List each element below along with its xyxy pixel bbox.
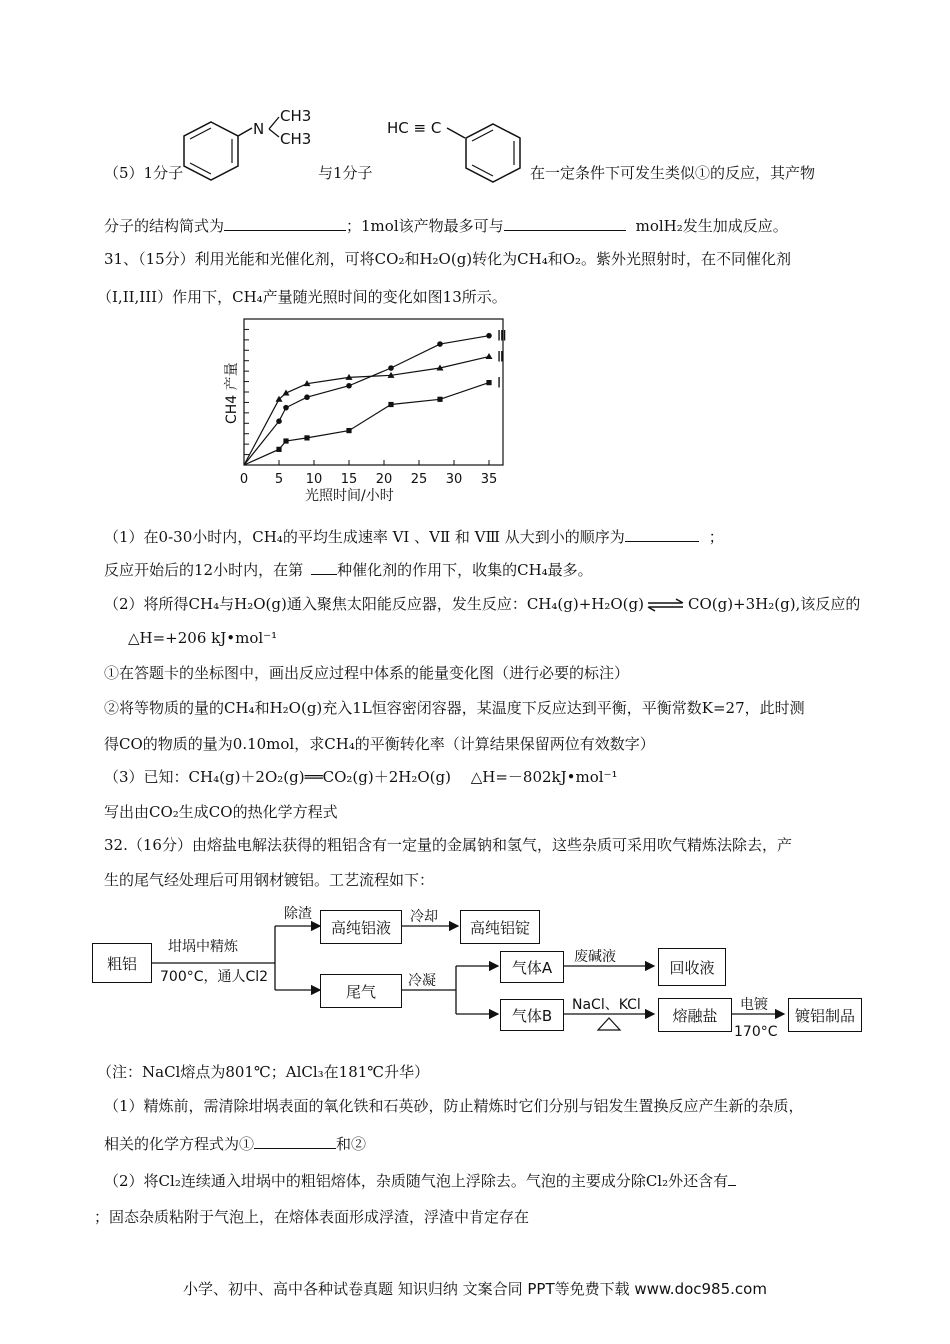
label-waste-alkali: 废碱液 (574, 949, 616, 965)
node-crude-aluminum: 粗铝 (92, 943, 152, 983)
answer-blank-bubble-gas[interactable] (728, 1171, 736, 1186)
series-label: Ⅱ (497, 349, 504, 366)
q31-part1-d: 种催化剂的作用下，收集的CH₄最多。 (337, 561, 593, 579)
q31-stem-line2: （I,II,III）作用下，CH₄产量随光照时间的变化如图13所示。 (97, 288, 507, 306)
answer-blank-h2-moles[interactable] (504, 216, 626, 231)
q32-stem-line1: 32.（16分）由熔盐电解法获得的粗铝含有一定量的金属钠和氢气，这些杂质可采用吹气精炼法除去，产 (104, 836, 792, 854)
y-axis-label: CH4 产量 (224, 362, 240, 424)
y-axis-ticks (244, 329, 249, 454)
q30-5-mid: 与1分子 (318, 164, 373, 182)
data-point (283, 405, 289, 411)
q30-5-prefix: （5）1分子 (104, 164, 184, 182)
data-point (346, 383, 352, 389)
answer-blank-rate-order[interactable] (625, 527, 699, 542)
series-line-3 (244, 383, 489, 465)
q31-part1-line1 (104, 526, 724, 547)
data-point (346, 428, 351, 433)
ch4-yield-chart (218, 312, 518, 512)
q30-5-line2 (104, 215, 788, 236)
methyl-group-bottom: CH3 (280, 130, 312, 148)
q32-part1-line1: （1）精炼前，需清除坩埚表面的氧化铁和石英砂，防止精炼时它们分别与铝发生置换反应产生新的杂质， (104, 1097, 804, 1115)
series-label: Ⅲ (497, 328, 507, 345)
q32-part1-b: 相关的化学方程式为① (104, 1135, 255, 1153)
q31-part3-ask: 写出由CO₂生成CO的热化学方程式 (104, 803, 338, 821)
chart-series (244, 329, 507, 465)
q31-part2-b: CO(g)+3H₂(g),该反应的 (687, 595, 861, 613)
x-tick-label: 20 (375, 472, 393, 487)
data-point (276, 447, 281, 452)
x-tick-label: 35 (480, 472, 498, 487)
q31-part1-line2 (104, 559, 593, 580)
node-gas-a: 气体A (500, 951, 564, 983)
data-point (437, 397, 442, 402)
x-tick-label: 0 (239, 472, 249, 487)
page-footer: 小学、初中、高中各种试卷真题 知识归纳 文案合同 PPT等免费下载 www.doc985.com (183, 1280, 767, 1298)
node-plated-product: 镀铝制品 (788, 998, 862, 1032)
x-tick-label: 30 (445, 472, 463, 487)
data-point (486, 380, 491, 385)
node-pure-al-ingot: 高纯铝锭 (460, 910, 540, 944)
x-tick-label: 5 (274, 472, 284, 487)
label-plating: 电镀 (740, 997, 768, 1013)
q31-part1-c: 反应开始后的12小时内，在第 (104, 561, 304, 579)
x-tick-label: 25 (410, 472, 428, 487)
data-point (276, 418, 282, 424)
answer-blank-structure[interactable] (224, 216, 346, 231)
q32-note: （注：NaCl熔点为801℃；AlCl₃在181℃升华） (97, 1063, 430, 1081)
q31-part2-line1 (104, 593, 860, 614)
label-slag-removal: 除渣 (284, 906, 312, 922)
q30-5-line2-c: molH₂发生加成反应。 (635, 217, 788, 235)
data-point (486, 353, 493, 359)
plot-frame (244, 319, 503, 465)
label-refine: 坩埚中精炼 (168, 939, 238, 955)
series-label: Ⅰ (497, 375, 502, 392)
data-point (437, 341, 443, 347)
q32-part2-line1 (104, 1170, 736, 1191)
data-point (388, 365, 394, 371)
q31-stem-line1: 31、（15分）利用光能和光催化剂，可将CO₂和H₂O(g)转化为CH₄和O₂。紫外光照射时，在不同催化剂 (104, 250, 792, 268)
node-tail-gas: 尾气 (320, 974, 402, 1008)
q30-5-line2-a: 分子的结构简式为 (104, 217, 225, 235)
q31-part3-given: （3）已知：CH₄(g)＋2O₂(g)══CO₂(g)＋2H₂O(g) △H=－802kJ•mol⁻¹ (104, 768, 618, 786)
answer-blank-catalyst[interactable] (311, 560, 337, 575)
q30-5-line2-b: ；1mol该产物最多可与 (346, 217, 504, 235)
process-flowchart (90, 898, 870, 1048)
label-condense: 冷凝 (408, 973, 436, 989)
data-point (304, 394, 310, 400)
phenylacetylene-structure (383, 104, 533, 188)
data-point (388, 402, 393, 407)
label-cooling: 冷却 (410, 909, 438, 925)
q32-stem-line2: 生的尾气经处理后可用钢材镀铝。工艺流程如下： (104, 871, 435, 889)
node-molten-salt: 熔融盐 (658, 998, 732, 1032)
q32-part1-line2 (104, 1133, 366, 1154)
data-point (283, 438, 288, 443)
q31-part2-item2-line1: ②将等物质的量的CH₄和H₂O(g)充入1L恒容密闭容器，某温度下反应达到平衡，平衡常数K=27，此时测 (104, 699, 805, 717)
answer-blank-equation-1[interactable] (254, 1134, 336, 1149)
data-point (486, 333, 492, 339)
q31-part1-b: ； (708, 528, 724, 546)
node-gas-b: 气体B (500, 999, 564, 1031)
label-refine-conditions: 700°C，通人Cl2 (160, 969, 269, 985)
q31-part1-a: （1）在0-30小时内，CH₄的平均生成速率 VⅠ 、VⅡ 和 VⅢ 从大到小的顺序为 (104, 528, 625, 546)
q31-part2-item1: ①在答题卡的坐标图中，画出反应过程中体系的能量变化图（进行必要的标注） (104, 664, 630, 682)
q30-5-suffix: 在一定条件下可发生类似①的反应，其产物 (530, 164, 816, 182)
heat-triangle-icon (598, 1018, 620, 1030)
q32-part1-c: 和② (336, 1135, 367, 1153)
data-point (304, 435, 309, 440)
equilibrium-arrow-icon (646, 598, 686, 612)
label-salts: NaCl、KCl (572, 997, 641, 1013)
x-tick-label: 15 (340, 472, 358, 487)
x-axis-label: 光照时间/小时 (305, 488, 394, 504)
nitrogen-atom: N (253, 120, 265, 138)
q31-enthalpy: △H=+206 kJ•mol⁻¹ (128, 629, 278, 647)
q32-part2-a: （2）将Cl₂连续通入坩埚中的粗铝熔体，杂质随气泡上浮除去。气泡的主要成分除Cl₂外还含有 (104, 1172, 729, 1190)
label-plating-temp: 170°C (734, 1024, 778, 1040)
alkyne-label: HC ≡ C (387, 119, 442, 137)
node-pure-al-liquid: 高纯铝液 (320, 910, 402, 944)
q31-part2-item2-line2: 得CO的物质的量为0.10mol，求CH₄的平衡转化率（计算结果保留两位有效数字） (104, 735, 655, 753)
x-tick-label: 10 (305, 472, 323, 487)
methyl-group-top: CH3 (280, 107, 312, 125)
q31-part2-a: （2）将所得CH₄与H₂O(g)通入聚焦太阳能反应器，发生反应：CH₄(g)+H₂O(g) (104, 595, 644, 613)
x-axis-ticks (240, 460, 497, 487)
node-recovery-liquid: 回收液 (658, 948, 726, 986)
dimethylaniline-structure (176, 104, 336, 184)
q32-part2-line2: ；固态杂质粘附于气泡上，在熔体表面形成浮渣，浮渣中肯定存在 (94, 1208, 530, 1226)
